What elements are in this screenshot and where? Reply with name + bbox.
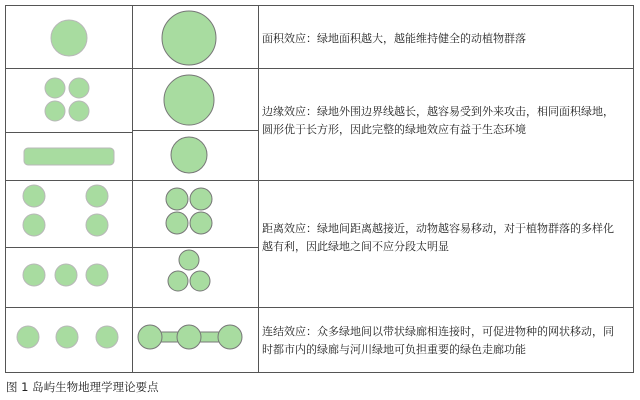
green-patch [86,214,108,236]
small-green-patch [51,20,87,56]
green-patch [45,78,65,98]
rectangular-green-strip [24,148,114,165]
green-patch [138,325,162,349]
edge-effect-text: 边缘效应：绿地外围边界线越长，越容易受到外来攻击，相同面积绿地，圆形优于长方形，因此完整的绿地效应有益于生态环境 [262,105,614,136]
green-patch [177,325,201,349]
green-patch [166,188,188,210]
area-effect-text: 面积效应：绿地面积越大，越能维持健全的动植物群落 [262,32,526,45]
green-patch [17,326,39,348]
green-patch [218,325,242,349]
large-green-patch [162,11,216,65]
green-patch [23,214,45,236]
figure-caption: 图 1 岛屿生物地理学理论要点 [6,380,159,394]
green-patch [190,271,210,291]
green-patch [166,212,188,234]
connection-effect-text: 连结效应：众多绿地间以带状绿廊相连接时，可促进物种的网状移动，同时都市内的绿廊与河川绿地可负担重要的绿色走廊功能 [262,325,614,356]
green-patch [179,250,199,270]
green-patch [69,78,89,98]
green-patch [190,188,212,210]
green-patch [45,101,65,121]
green-patch [190,212,212,234]
large-green-patch [164,75,214,125]
green-patch [69,101,89,121]
green-patch [86,185,108,207]
green-patch [86,264,108,286]
green-patch [56,326,78,348]
distance-effect-text: 距离效应：绿地间距离越接近，动物越容易移动，对于植物群落的多样化越有利，因此绿地之间不应分段太明显 [262,222,614,253]
green-patch [23,185,45,207]
green-patch [23,264,45,286]
green-patch [168,271,188,291]
green-patch [96,326,118,348]
round-green-patch [171,137,207,173]
green-patch [55,264,77,286]
